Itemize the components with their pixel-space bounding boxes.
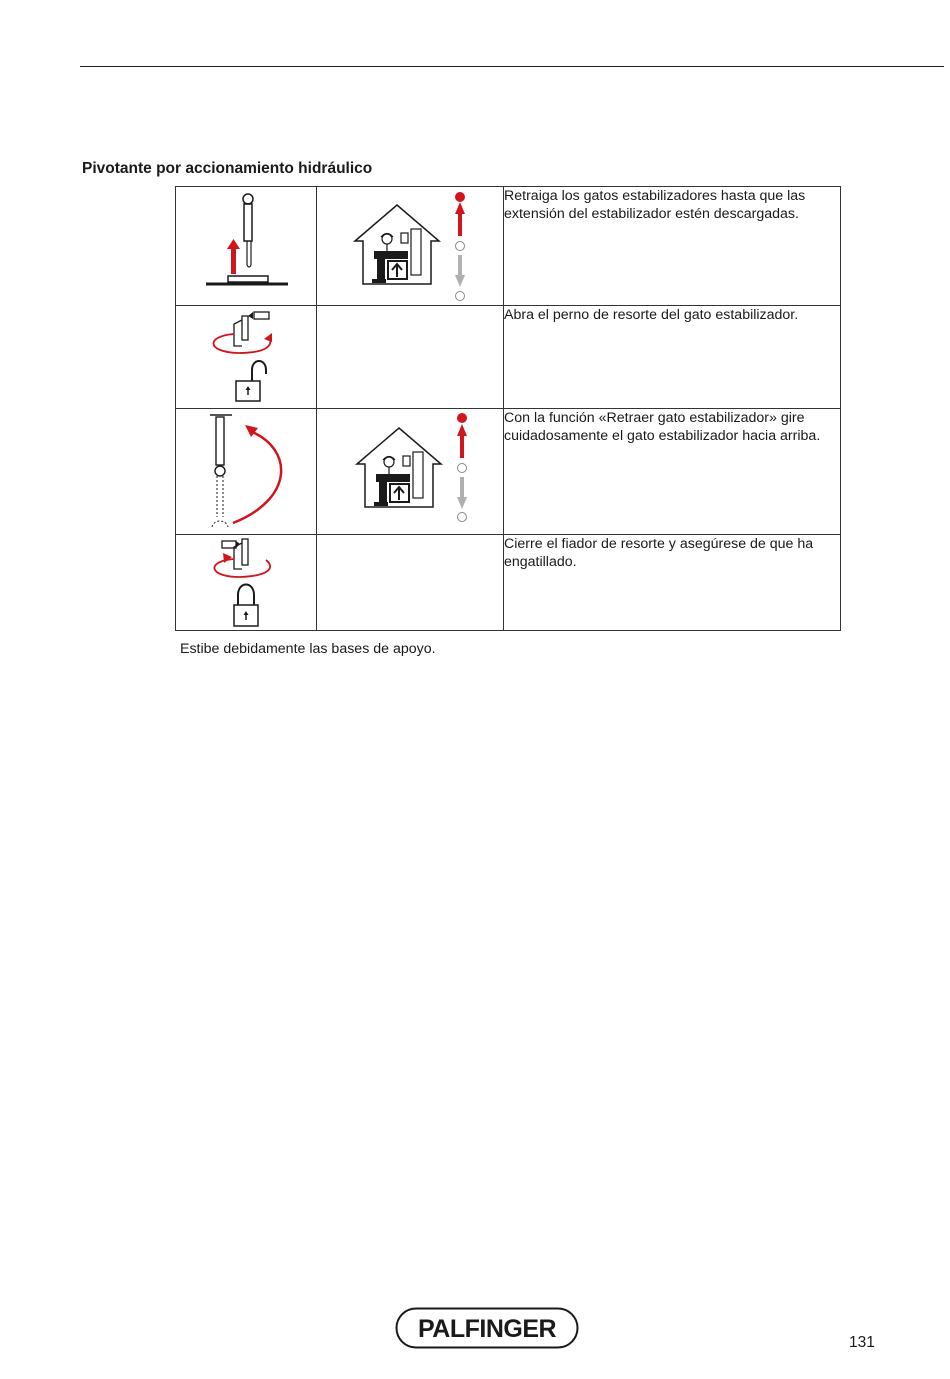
step-4-icon-cell (176, 535, 317, 631)
step-1-icon-cell (176, 187, 317, 306)
table-row (176, 535, 841, 631)
step-2-icon-cell (176, 306, 317, 409)
logo-text: PALFINGER (417, 1315, 557, 1343)
step-1-text: Retraiga los gatos estabilizadores hasta que las extensión del estabilizador estén descargadas. (504, 187, 841, 306)
step-4-panel-cell (317, 535, 504, 631)
page-number: 131 (849, 1334, 875, 1351)
spring-pin-open-icon (176, 306, 317, 408)
step-3-text: Con la función «Retraer gato estabilizador» gire cuidadosamente el gato estabilizador hacia arriba. (504, 409, 841, 535)
spring-pin-close-icon (176, 535, 317, 630)
header-rule (80, 66, 944, 67)
step-1-panel-cell (317, 187, 504, 306)
table-row (176, 409, 841, 535)
steps-table (175, 186, 841, 631)
control-panel-operator-icon (317, 409, 504, 534)
palfinger-logo (395, 1307, 579, 1349)
step-2-panel-cell (317, 306, 504, 409)
step-3-icon-cell (176, 409, 317, 535)
table-row (176, 187, 841, 306)
table-row (176, 306, 841, 409)
step-3-panel-cell (317, 409, 504, 535)
stow-note: Estibe debidamente las bases de apoyo. (180, 641, 436, 657)
stabilizer-leg-retract-icon (176, 187, 317, 305)
stabilizer-swing-up-icon (176, 409, 317, 534)
step-2-text: Abra el perno de resorte del gato estabilizador. (504, 306, 841, 409)
control-panel-operator-icon (317, 187, 504, 305)
section-title: Pivotante por accionamiento hidráulico (82, 160, 373, 177)
step-4-text: Cierre el fiador de resorte y asegúrese de que ha engatillado. (504, 535, 841, 631)
